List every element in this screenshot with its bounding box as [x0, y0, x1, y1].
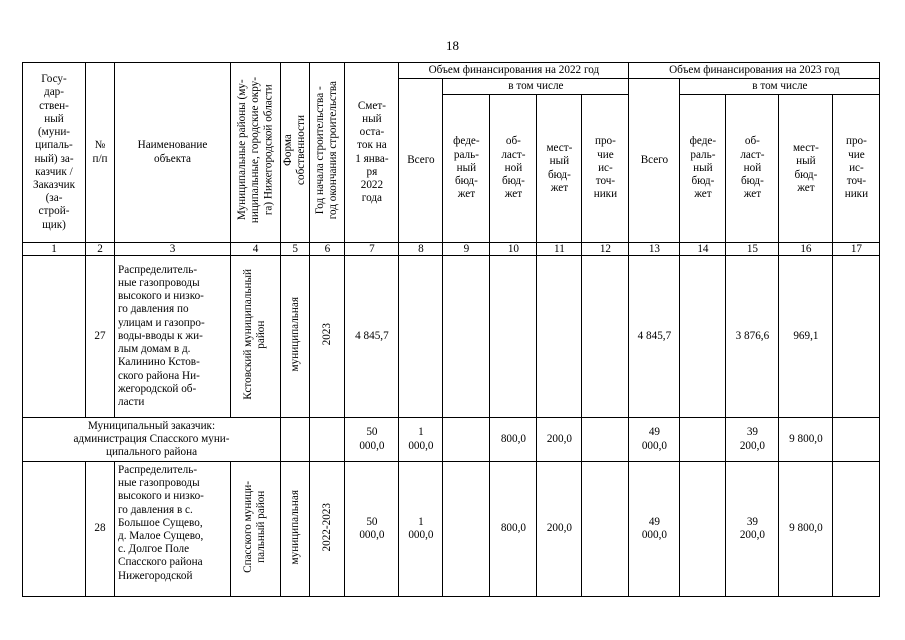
district-cell: Кстовский муниципальный район: [231, 256, 281, 418]
total-2022: 1 000,0: [399, 462, 443, 597]
regional-2022: [490, 256, 537, 418]
header-years: Год начала строительства - год окончания строительства: [310, 63, 345, 243]
total-2023: 49 000,0: [629, 462, 680, 597]
header-other-2022: про- чие ис- точ- ники: [582, 95, 629, 243]
local-2023: 969,1: [779, 256, 833, 418]
federal-2023: [680, 256, 726, 418]
other-2023: [833, 256, 880, 418]
local-2022: 200,0: [537, 462, 582, 597]
other-2022: [582, 462, 629, 597]
object-name: Распределитель- ные газопроводы высокого и низко- го давления в с. Большое Сущево, д. Малое Сущево, с. Долгое Поле Спасского района Нижегородской: [115, 462, 231, 597]
table-row-28: [23, 462, 880, 597]
years-cell: [310, 418, 345, 462]
header-estimated: Смет- ный оста- ток на 1 янва- ря 2022 года: [345, 63, 399, 243]
header-total-2023: Всего: [629, 79, 680, 243]
other-2022: [582, 418, 629, 462]
col-number: 16: [779, 243, 833, 256]
federal-2022: [443, 256, 490, 418]
ownership-cell: муниципальная: [281, 256, 310, 418]
other-2022: [582, 256, 629, 418]
total-2022: [399, 256, 443, 418]
header-local-2023: мест- ный бюд- жет: [779, 95, 833, 243]
header-ownership: Форма собственности: [281, 63, 310, 243]
estimated-cell: 50 000,0: [345, 462, 399, 597]
regional-2023: 3 876,6: [726, 256, 779, 418]
column-numbers-row: [23, 243, 880, 256]
col-number: 2: [86, 243, 115, 256]
local-2022: [537, 256, 582, 418]
col-number: 12: [582, 243, 629, 256]
page-number: 18: [446, 38, 459, 53]
district-cell: Спасского муници- пальный район: [231, 462, 281, 597]
financing-table: [22, 62, 880, 597]
header-regional-2023: об- ласт- ной бюд- жет: [726, 95, 779, 243]
header-customer: Госу- дар- ствен- ный (муни- ципаль- ный) за- казчик / Заказчик (за- строй- щик): [23, 63, 86, 243]
municipal-customer-label: Муниципальный заказчик: администрация Спасского муни- ципального района: [23, 418, 281, 462]
customer-cell: [23, 462, 86, 597]
estimated-cell: 4 845,7: [345, 256, 399, 418]
federal-2022: [443, 462, 490, 597]
col-number: 17: [833, 243, 880, 256]
row-number: 27: [86, 256, 115, 418]
customer-cell: [23, 256, 86, 418]
header-object-name: Наименование объекта: [115, 63, 231, 243]
col-number: 7: [345, 243, 399, 256]
header-federal-2023: феде- раль- ный бюд- жет: [680, 95, 726, 243]
col-number: 9: [443, 243, 490, 256]
years-cell: 2023: [310, 256, 345, 418]
header-other-2023: про- чие ис- точ- ники: [833, 95, 880, 243]
col-number: 10: [490, 243, 537, 256]
header-federal-2022: феде- раль- ный бюд- жет: [443, 95, 490, 243]
col-number: 8: [399, 243, 443, 256]
header-num: № п/п: [86, 63, 115, 243]
header-districts: Муниципальные районы (му- ниципальные, городские окру- га) Нижегородской области: [231, 63, 281, 243]
total-2022: 1 000,0: [399, 418, 443, 462]
col-number: 3: [115, 243, 231, 256]
header-fin-2023: Объем финансирования на 2023 год: [629, 63, 880, 79]
object-name: Распределитель- ные газопроводы высокого и низко- го давления по улицам и газопро- воды-вводы к жи- лым домам в д. Калинино Кстов- ского района Ни- жегородской об- ласти: [115, 256, 231, 418]
ownership-cell: [281, 418, 310, 462]
local-2023: 9 800,0: [779, 462, 833, 597]
federal-2022: [443, 418, 490, 462]
header-total-2022: Всего: [399, 79, 443, 243]
header-regional-2022: об- ласт- ной бюд- жет: [490, 95, 537, 243]
col-number: 1: [23, 243, 86, 256]
header-local-2022: мест- ный бюд- жет: [537, 95, 582, 243]
total-2023: 4 845,7: [629, 256, 680, 418]
col-number: 14: [680, 243, 726, 256]
regional-2023: 39 200,0: [726, 462, 779, 597]
header-row-1: [23, 63, 880, 79]
local-2022: 200,0: [537, 418, 582, 462]
regional-2022: 800,0: [490, 462, 537, 597]
header-incl-2022: в том числе: [443, 79, 629, 95]
table-row-27: [23, 256, 880, 418]
col-number: 13: [629, 243, 680, 256]
header-incl-2023: в том числе: [680, 79, 880, 95]
regional-2023: 39 200,0: [726, 418, 779, 462]
federal-2023: [680, 418, 726, 462]
col-number: 11: [537, 243, 582, 256]
total-2023: 49 000,0: [629, 418, 680, 462]
col-number: 15: [726, 243, 779, 256]
other-2023: [833, 462, 880, 597]
estimated-cell: 50 000,0: [345, 418, 399, 462]
other-2023: [833, 418, 880, 462]
regional-2022: 800,0: [490, 418, 537, 462]
row-number: 28: [86, 462, 115, 597]
ownership-cell: муниципальная: [281, 462, 310, 597]
header-fin-2022: Объем финансирования на 2022 год: [399, 63, 629, 79]
federal-2023: [680, 462, 726, 597]
local-2023: 9 800,0: [779, 418, 833, 462]
years-cell: 2022-2023: [310, 462, 345, 597]
customer-row: [23, 418, 880, 462]
col-number: 5: [281, 243, 310, 256]
col-number: 4: [231, 243, 281, 256]
col-number: 6: [310, 243, 345, 256]
